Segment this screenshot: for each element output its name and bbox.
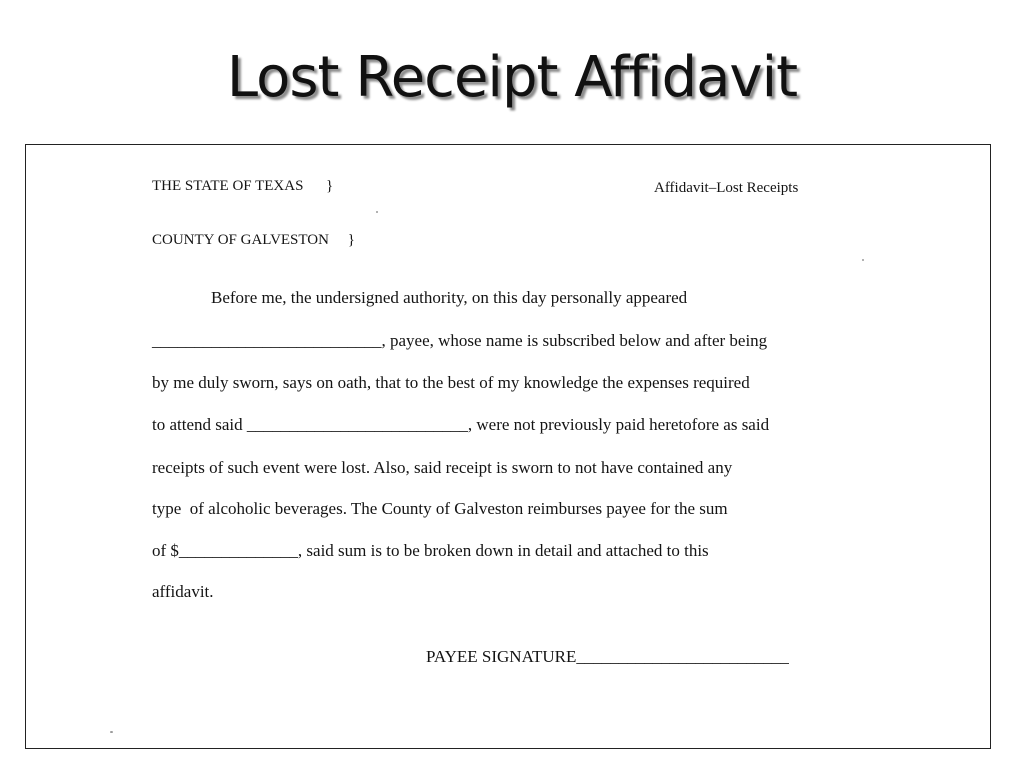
body-line: ___________________________, payee, whose name is subscribed below and after being [152,331,768,350]
body-line: to attend said __________________________, were not previously paid heretofore as said [152,415,770,434]
body-line: of $______________, said sum is to be broken down in detail and attached to this [152,541,709,560]
scanned-affidavit [25,144,991,749]
slide-title: Lost Receipt Affidavit [226,45,798,110]
body-line: type of alcoholic beverages. The County of Galveston reimburses payee for the sum [152,499,728,518]
scan-speck [862,259,864,261]
body-line: affidavit. [152,582,214,601]
body-line: receipts of such event were lost. Also, said receipt is sworn to not have contained any [152,458,733,477]
state-line: THE STATE OF TEXAS } [152,178,334,194]
payee-signature-line: PAYEE SIGNATURE_________________________ [426,647,789,666]
county-line: COUNTY OF GALVESTON } [152,232,355,248]
scan-speck [110,731,113,733]
scan-speck [376,211,378,213]
form-name: Affidavit–Lost Receipts [654,180,799,196]
body-line: by me duly sworn, says on oath, that to the best of my knowledge the expenses required [152,373,750,392]
body-line: Before me, the undersigned authority, on this day personally appeared [211,288,688,307]
